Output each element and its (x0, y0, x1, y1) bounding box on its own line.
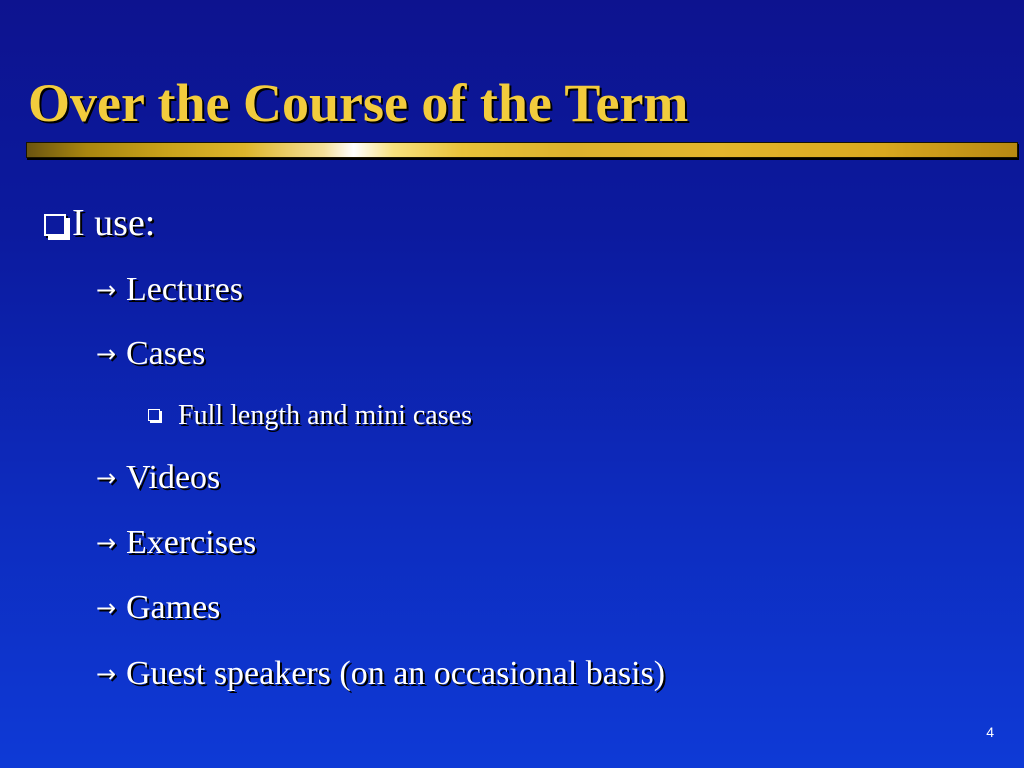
list-item-label: Games (126, 589, 221, 626)
list-item-label: Exercises (126, 524, 257, 561)
small-square-bullet-icon (148, 409, 160, 421)
right-arrow-icon: → (96, 594, 117, 622)
right-arrow-icon: → (96, 529, 117, 557)
list-item-games (96, 584, 220, 634)
list-item-label: Cases (126, 335, 206, 372)
slide-title: Over the Course of the Term (28, 73, 689, 133)
list-item-guest-speakers (96, 650, 665, 700)
list-item-label: Guest speakers (on an occasional basis) (126, 655, 666, 692)
list-item-cases (96, 330, 205, 380)
bullet-heading-label: I use: (72, 202, 156, 244)
list-subitem-label: Full length and mini cases (178, 400, 472, 431)
page-number: 4 (986, 724, 994, 740)
right-arrow-icon: → (96, 464, 117, 492)
bullet-heading (44, 196, 155, 250)
right-arrow-icon: → (96, 660, 117, 688)
list-item-label: Videos (126, 459, 221, 496)
hollow-square-bullet-icon (44, 214, 66, 236)
list-item-exercises (96, 519, 256, 569)
list-item-lectures (96, 266, 243, 316)
right-arrow-icon: → (96, 340, 117, 368)
list-subitem-case-types (148, 396, 472, 436)
right-arrow-icon: → (96, 276, 117, 304)
list-item-videos (96, 454, 220, 504)
list-item-label: Lectures (126, 271, 244, 308)
